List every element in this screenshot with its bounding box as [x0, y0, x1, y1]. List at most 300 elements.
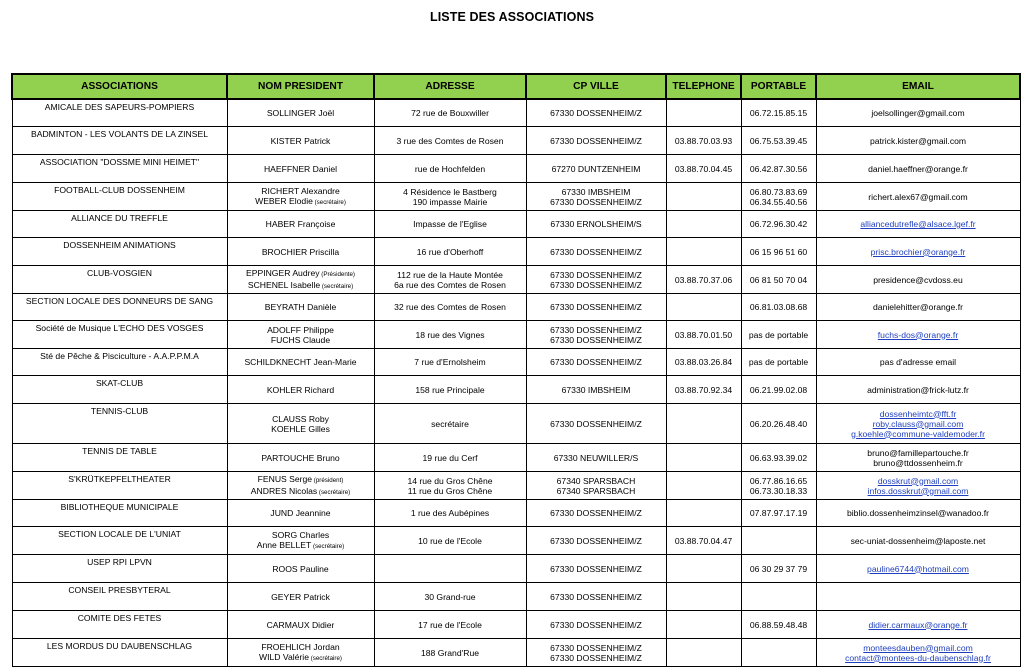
president-cell — [227, 472, 374, 500]
address-cell — [374, 183, 526, 211]
associations-table — [11, 73, 1021, 667]
association-cell — [12, 99, 227, 127]
portable-cell-text: 06.77.86.16.65 — [749, 475, 808, 486]
president-role: (président) — [312, 476, 344, 484]
telephone-cell-text: 03.88.03.26.84 — [674, 357, 733, 367]
president-cell-text: SCHILDKNECHT Jean-Marie — [244, 357, 357, 367]
president-cell — [227, 376, 374, 404]
portable-cell-text: 06.80.73.83.69 — [749, 186, 808, 197]
telephone-cell — [666, 349, 741, 376]
cp-ville-cell — [526, 611, 666, 639]
telephone-cell — [666, 238, 741, 266]
association-cell — [12, 444, 227, 472]
email-cell-text: bruno@famillepartouche.fr — [867, 447, 969, 458]
president-cell — [227, 155, 374, 183]
cp-ville-cell-text: 67330 NEUWILLER/S — [553, 452, 639, 463]
email-cell — [816, 500, 1020, 527]
association-cell — [12, 639, 227, 667]
association-cell-text: FOOTBALL-CLUB DOSSENHEIM — [54, 185, 185, 195]
association-cell-text: S'KRÜTKEPFELTHEATER — [68, 474, 171, 484]
telephone-cell — [666, 99, 741, 127]
president-cell — [227, 639, 374, 667]
president-cell — [227, 294, 374, 321]
president-cell-text: FUCHS Claude — [270, 334, 331, 345]
president-cell — [227, 183, 374, 211]
president-cell-text: PARTOUCHE Bruno — [261, 452, 340, 463]
portable-cell — [741, 211, 816, 238]
email-link[interactable]: dosskrut@gmail.com — [877, 475, 959, 486]
email-link[interactable]: didier.carmaux@orange.fr — [868, 619, 968, 630]
email-cell-text: presidence@cvdoss.eu — [873, 274, 963, 285]
cp-ville-cell-text: 67330 DOSSENHEIM/Z — [550, 418, 642, 429]
association-cell — [12, 211, 227, 238]
telephone-cell — [666, 266, 741, 294]
president-cell-text: FENUS Serge (président) — [257, 473, 344, 484]
address-cell-text: Impasse de l'Eglise — [413, 219, 487, 229]
table-row — [12, 349, 1020, 376]
cp-ville-cell-text: 67330 IMBSHEIM — [561, 186, 631, 197]
portable-cell-text: 06.63.93.39.02 — [749, 452, 808, 463]
telephone-cell-text: 03.88.70.04.45 — [674, 163, 733, 174]
cp-ville-cell-text: 67330 DOSSENHEIM/Z — [550, 642, 642, 653]
association-cell-text: AMICALE DES SAPEURS-POMPIERS — [44, 102, 195, 112]
address-cell — [374, 555, 526, 583]
portable-cell — [741, 127, 816, 155]
association-cell-text: TENNIS DE TABLE — [82, 446, 157, 456]
president-cell-text: HABER Françoise — [265, 219, 336, 229]
email-cell — [816, 349, 1020, 376]
telephone-cell-text: 03.88.70.04.47 — [674, 535, 733, 546]
telephone-cell-text: 03.88.70.03.93 — [674, 135, 733, 146]
email-cell — [816, 321, 1020, 349]
cp-ville-cell-text: 67330 IMBSHEIM — [561, 384, 631, 395]
portable-cell-text: pas de portable — [748, 357, 809, 367]
telephone-cell — [666, 321, 741, 349]
email-cell-text: sec-uniat-dossenheim@laposte.net — [850, 535, 986, 546]
email-cell — [816, 555, 1020, 583]
column-header: NOM PRESIDENT — [227, 74, 374, 99]
association-cell — [12, 583, 227, 611]
portable-cell — [741, 444, 816, 472]
cp-ville-cell — [526, 127, 666, 155]
cp-ville-cell-text: 67330 DOSSENHEIM/Z — [550, 302, 642, 312]
portable-cell-text: 06.20.26.48.40 — [749, 418, 808, 429]
cp-ville-cell-text: 67330 DOSSENHEIM/Z — [550, 246, 642, 257]
table-row — [12, 376, 1020, 404]
email-cell-text: biblio.dossenheimzinsel@wanadoo.fr — [846, 508, 989, 518]
table-row — [12, 127, 1020, 155]
portable-cell — [741, 500, 816, 527]
president-cell-text: EPPINGER Audrey (Présidente) — [246, 267, 355, 278]
email-link[interactable]: g.koehle@commune-valdemoder.fr — [851, 428, 985, 439]
address-cell — [374, 211, 526, 238]
cp-ville-cell-text: 67330 DOSSENHEIM/Z — [550, 196, 642, 207]
address-cell-text: 3 rue des Comtes de Rosen — [396, 135, 504, 146]
address-cell-text: 17 rue de l'Ecole — [418, 619, 482, 630]
email-cell-text: danielehitter@orange.fr — [873, 302, 963, 312]
email-cell-text: pas d'adresse email — [879, 357, 957, 367]
address-cell-text: 4 Résidence le Bastberg — [403, 186, 497, 197]
association-cell-text: ASSOCIATION "DOSSME MINI HEIMET" — [39, 157, 200, 167]
president-cell — [227, 555, 374, 583]
address-cell — [374, 99, 526, 127]
telephone-cell — [666, 211, 741, 238]
telephone-cell-text: 03.88.70.92.34 — [674, 384, 733, 395]
address-cell — [374, 238, 526, 266]
table-row — [12, 639, 1020, 667]
email-link[interactable]: alliancedutrefle@alsace.lgef.fr — [860, 219, 976, 229]
association-cell-text: TENNIS-CLUB — [90, 406, 149, 416]
email-cell — [816, 211, 1020, 238]
email-cell — [816, 527, 1020, 555]
email-cell — [816, 404, 1020, 444]
table-row — [12, 321, 1020, 349]
telephone-cell — [666, 472, 741, 500]
portable-cell-text: 06 15 96 51 60 — [749, 246, 808, 257]
column-header: TELEPHONE — [666, 74, 741, 99]
address-cell-text: 158 rue Principale — [415, 384, 485, 395]
page-title: LISTE DES ASSOCIATIONS — [429, 10, 595, 24]
address-cell — [374, 639, 526, 667]
president-cell — [227, 238, 374, 266]
president-cell-text: ANDRES Nicolas (secrétaire) — [250, 485, 351, 496]
table-row — [12, 555, 1020, 583]
cp-ville-cell-text: 67330 DOSSENHEIM/Z — [550, 535, 642, 546]
address-cell-text: 188 Grand'Rue — [420, 647, 480, 658]
portable-cell — [741, 404, 816, 444]
email-link[interactable]: roby.clauss@gmail.com — [872, 418, 964, 429]
portable-cell — [741, 527, 816, 555]
telephone-cell — [666, 404, 741, 444]
email-link[interactable]: pauline6744@hotmail.com — [867, 563, 969, 574]
table-row — [12, 583, 1020, 611]
table-row — [12, 500, 1020, 527]
president-cell — [227, 527, 374, 555]
portable-cell-text: pas de portable — [748, 329, 809, 340]
cp-ville-cell-text: 67330 DOSSENHEIM/Z — [550, 108, 642, 118]
cp-ville-cell-text: 67330 ERNOLSHEIM/S — [550, 219, 642, 229]
president-cell-text: ROOS Pauline — [272, 563, 329, 574]
association-cell-text: BADMINTON - LES VOLANTS DE LA ZINSEL — [30, 129, 208, 139]
column-header: PORTABLE — [741, 74, 816, 99]
address-cell — [374, 294, 526, 321]
telephone-cell — [666, 639, 741, 667]
email-cell — [816, 472, 1020, 500]
association-cell — [12, 238, 227, 266]
telephone-cell — [666, 527, 741, 555]
president-cell-text: CLAUSS Roby — [272, 413, 329, 424]
address-cell — [374, 611, 526, 639]
portable-cell — [741, 155, 816, 183]
telephone-cell — [666, 444, 741, 472]
portable-cell — [741, 611, 816, 639]
portable-cell-text: 06.34.55.40.56 — [749, 196, 808, 207]
telephone-cell — [666, 294, 741, 321]
portable-cell-text: 06.72.15.85.15 — [749, 108, 808, 118]
email-cell — [816, 127, 1020, 155]
address-cell-text: 30 Grand-rue — [424, 591, 476, 602]
portable-cell — [741, 183, 816, 211]
email-link[interactable]: prisc.brochier@orange.fr — [870, 246, 966, 257]
association-cell — [12, 349, 227, 376]
email-cell-text: richert.alex67@gmail.com — [868, 191, 968, 202]
cp-ville-cell-text: 67340 SPARSBACH — [556, 475, 636, 486]
association-cell — [12, 321, 227, 349]
column-header: EMAIL — [816, 74, 1020, 99]
address-cell — [374, 527, 526, 555]
association-cell-text: Société de Musique L'ECHO DES VOSGES — [35, 323, 204, 333]
portable-cell — [741, 266, 816, 294]
cp-ville-cell-text: 67340 SPARSBACH — [556, 485, 636, 496]
address-cell-text: 72 rue de Bouxwiller — [411, 108, 489, 118]
association-cell-text: CLUB-VOSGIEN — [87, 268, 152, 278]
email-link[interactable]: monteesdauben@gmail.com — [863, 642, 973, 653]
cp-ville-cell — [526, 238, 666, 266]
address-cell — [374, 583, 526, 611]
address-cell-text: 1 rue des Aubépines — [410, 508, 490, 518]
table-row — [12, 99, 1020, 127]
table-row — [12, 155, 1020, 183]
portable-cell-text: 07.87.97.17.19 — [749, 508, 808, 518]
address-cell — [374, 404, 526, 444]
email-cell-text: joelsollinger@gmail.com — [871, 108, 965, 118]
address-cell-text: rue de Hochfelden — [414, 163, 486, 174]
telephone-cell — [666, 183, 741, 211]
president-cell-text: FROEHLICH Jordan — [261, 641, 340, 652]
president-cell-text: WEBER Elodie (secrétaire) — [255, 195, 346, 206]
telephone-cell — [666, 500, 741, 527]
portable-cell-text: 06.73.30.18.33 — [749, 485, 808, 496]
email-cell — [816, 155, 1020, 183]
email-cell — [816, 266, 1020, 294]
association-cell — [12, 266, 227, 294]
email-cell — [816, 444, 1020, 472]
address-cell-text: 18 rue des Vignes — [415, 329, 485, 340]
address-cell-text: secrétaire — [431, 418, 469, 429]
president-cell-text: WILD Valérie (secrétaire) — [259, 651, 342, 662]
portable-cell — [741, 555, 816, 583]
portable-cell — [741, 99, 816, 127]
portable-cell-text: 06.42.87.30.56 — [749, 163, 808, 174]
cp-ville-cell — [526, 99, 666, 127]
address-cell — [374, 349, 526, 376]
president-cell-text: KISTER Patrick — [270, 135, 331, 146]
cp-ville-cell-text: 67330 DOSSENHEIM/Z — [550, 563, 642, 574]
cp-ville-cell — [526, 500, 666, 527]
president-cell-text: SORG Charles — [271, 529, 330, 540]
email-cell — [816, 583, 1020, 611]
portable-cell-text: 06.81.03.08.68 — [749, 302, 808, 312]
table-row — [12, 183, 1020, 211]
cp-ville-cell — [526, 266, 666, 294]
president-cell — [227, 349, 374, 376]
portable-cell — [741, 472, 816, 500]
cp-ville-cell — [526, 639, 666, 667]
email-cell-text: administration@frick-lutz.fr — [867, 384, 969, 395]
cp-ville-cell — [526, 376, 666, 404]
cp-ville-cell — [526, 294, 666, 321]
association-cell — [12, 555, 227, 583]
association-cell — [12, 294, 227, 321]
telephone-cell-text: 03.88.70.01.50 — [674, 329, 733, 340]
association-cell — [12, 611, 227, 639]
president-role: (secrétaire) — [308, 654, 342, 662]
address-cell-text: 7 rue d'Ernolsheim — [414, 357, 486, 367]
president-cell — [227, 211, 374, 238]
association-cell-text: LES MORDUS DU DAUBENSCHLAG — [46, 641, 193, 651]
association-cell — [12, 404, 227, 444]
portable-cell — [741, 238, 816, 266]
association-cell-text: ALLIANCE DU TREFFLE — [71, 213, 168, 223]
cp-ville-cell — [526, 155, 666, 183]
association-cell — [12, 527, 227, 555]
address-cell-text: 6a rue des Comtes de Rosen — [394, 279, 506, 290]
cp-ville-cell — [526, 349, 666, 376]
president-cell-text: BEYRATH Danièle — [264, 302, 337, 312]
association-cell-text: CONSEIL PRESBYTERAL — [68, 585, 171, 595]
association-cell-text: USEP RPI LPVN — [87, 557, 152, 567]
president-role: (secrétaire) — [311, 542, 345, 550]
email-link[interactable]: fuchs-dos@orange.fr — [877, 329, 959, 340]
telephone-cell — [666, 555, 741, 583]
table-row — [12, 266, 1020, 294]
association-cell-text: SECTION LOCALE DE L'UNIAT — [58, 529, 181, 539]
association-cell-text: SECTION LOCALE DES DONNEURS DE SANG — [25, 296, 214, 306]
association-cell — [12, 500, 227, 527]
president-cell-text: CARMAUX Didier — [266, 619, 335, 630]
portable-cell — [741, 349, 816, 376]
table-row — [12, 527, 1020, 555]
president-cell-text: KOHLER Richard — [266, 384, 335, 395]
address-cell-text: 11 rue du Gros Chêne — [407, 485, 493, 496]
telephone-cell — [666, 155, 741, 183]
president-cell — [227, 127, 374, 155]
portable-cell-text: 06 81 50 70 04 — [749, 274, 808, 285]
cp-ville-cell — [526, 472, 666, 500]
association-cell-text: COMITE DES FETES — [77, 613, 162, 623]
cp-ville-cell-text: 67330 DOSSENHEIM/Z — [550, 279, 642, 290]
president-cell — [227, 500, 374, 527]
address-cell — [374, 321, 526, 349]
portable-cell-text: 06.72.96.30.42 — [749, 219, 808, 229]
cp-ville-cell-text: 67330 DOSSENHEIM/Z — [550, 357, 642, 367]
portable-cell-text: 06.88.59.48.48 — [749, 619, 808, 630]
president-cell-text: HAEFFNER Daniel — [263, 163, 338, 174]
table-row — [12, 611, 1020, 639]
cp-ville-cell — [526, 404, 666, 444]
president-role: (secrétaire) — [320, 282, 354, 290]
association-cell-text: BIBLIOTHEQUE MUNICIPALE — [60, 502, 179, 512]
address-cell — [374, 155, 526, 183]
address-cell-text: 16 rue d'Oberhoff — [416, 246, 484, 257]
email-cell — [816, 294, 1020, 321]
address-cell-text: 112 rue de la Haute Montée — [397, 269, 503, 280]
table-row — [12, 211, 1020, 238]
portable-cell-text: 06.75.53.39.45 — [749, 135, 808, 146]
address-cell-text: 14 rue du Gros Chêne — [407, 475, 493, 486]
table-row — [12, 404, 1020, 444]
cp-ville-cell-text: 67330 DOSSENHEIM/Z — [550, 324, 642, 335]
cp-ville-cell-text: 67330 DOSSENHEIM/Z — [550, 269, 642, 280]
president-cell — [227, 266, 374, 294]
association-cell — [12, 183, 227, 211]
address-cell — [374, 500, 526, 527]
cp-ville-cell-text: 67330 DOSSENHEIM/Z — [550, 334, 642, 345]
portable-cell-text: 06 30 29 37 79 — [749, 563, 808, 574]
association-cell-text: SKAT-CLUB — [95, 378, 144, 388]
telephone-cell — [666, 611, 741, 639]
cp-ville-cell-text: 67330 DOSSENHEIM/Z — [550, 652, 642, 663]
cp-ville-cell-text: 67330 DOSSENHEIM/Z — [550, 619, 642, 630]
portable-cell — [741, 376, 816, 404]
address-cell-text: 19 rue du Cerf — [422, 452, 478, 463]
header-row — [12, 74, 1020, 99]
president-cell — [227, 99, 374, 127]
president-cell-text: RICHERT Alexandre — [261, 185, 340, 196]
email-cell — [816, 639, 1020, 667]
cp-ville-cell-text: 67270 DUNTZENHEIM — [551, 163, 641, 174]
email-link[interactable]: dossenheimtc@fft.fr — [879, 408, 957, 419]
cp-ville-cell-text: 67330 DOSSENHEIM/Z — [550, 135, 642, 146]
address-cell — [374, 266, 526, 294]
cp-ville-cell — [526, 183, 666, 211]
cp-ville-cell — [526, 444, 666, 472]
portable-cell-text: 06.21.99.02.08 — [749, 384, 808, 395]
president-role: (Présidente) — [319, 270, 355, 278]
president-role: (secrétaire) — [317, 488, 351, 496]
column-header: ADRESSE — [374, 74, 526, 99]
association-cell — [12, 472, 227, 500]
email-cell-text: daniel.haeffner@orange.fr — [868, 163, 968, 174]
portable-cell — [741, 639, 816, 667]
telephone-cell — [666, 127, 741, 155]
president-cell — [227, 404, 374, 444]
email-cell — [816, 376, 1020, 404]
president-cell-text: JUND Jeannine — [270, 508, 331, 518]
president-cell — [227, 321, 374, 349]
president-cell-text: KOEHLE Gilles — [271, 423, 330, 434]
telephone-cell-text: 03.88.70.37.06 — [674, 274, 733, 285]
president-role: (secrétaire) — [312, 198, 346, 206]
portable-cell — [741, 321, 816, 349]
address-cell-text: 32 rue des Comtes de Rosen — [394, 302, 506, 312]
email-cell — [816, 238, 1020, 266]
address-cell — [374, 472, 526, 500]
telephone-cell — [666, 376, 741, 404]
association-cell — [12, 127, 227, 155]
email-cell — [816, 99, 1020, 127]
email-link[interactable]: contact@montees-du-daubenschlag.fr — [845, 652, 991, 663]
association-cell — [12, 155, 227, 183]
address-cell-text: 190 impasse Mairie — [412, 196, 488, 207]
table-row — [12, 238, 1020, 266]
president-cell — [227, 444, 374, 472]
email-cell-text: patrick.kister@gmail.com — [869, 135, 967, 146]
cp-ville-cell — [526, 583, 666, 611]
association-cell-text: DOSSENHEIM ANIMATIONS — [63, 240, 176, 250]
table-row — [12, 444, 1020, 472]
column-header: CP VILLE — [526, 74, 666, 99]
president-cell-text: BROCHIER Priscilla — [261, 246, 340, 257]
president-cell-text: Anne BELLET (secrétaire) — [256, 539, 345, 550]
president-cell — [227, 611, 374, 639]
association-cell-text: Sté de Pêche & Pisciculture - A.A.P.P.M.A — [40, 351, 199, 361]
email-cell-text: bruno@ttdossenheim.fr — [873, 457, 963, 468]
column-header: ASSOCIATIONS — [12, 74, 227, 99]
email-link[interactable]: infos.dosskrut@gmail.com — [867, 485, 969, 496]
cp-ville-cell — [526, 527, 666, 555]
table-row — [12, 472, 1020, 500]
